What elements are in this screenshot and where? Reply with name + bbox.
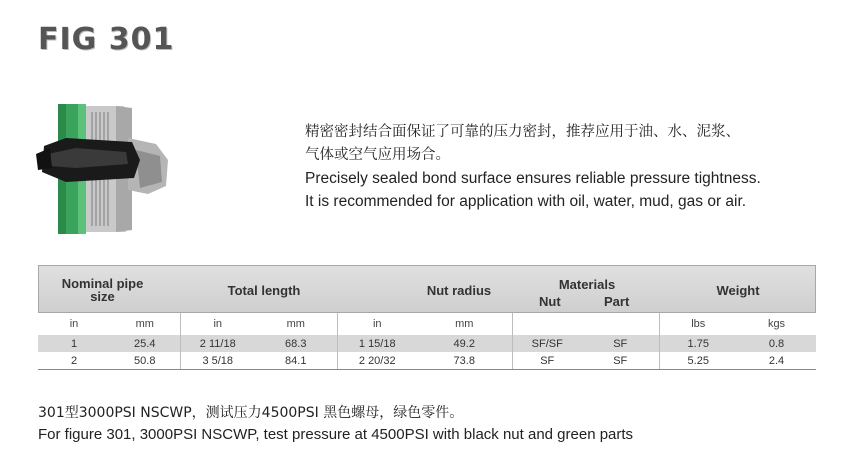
header-materials: Materials: [558, 276, 616, 292]
header-nut-radius: Nut radius: [426, 282, 492, 298]
table-row: 2 50.8 3 5/18 84.1 2 20/32 73.8 SF SF 5.25 2.4: [38, 352, 816, 370]
header-weight: Weight: [716, 282, 760, 298]
spec-table-header: [38, 265, 816, 313]
spec-table: [38, 265, 816, 370]
header-materials-part: Part: [604, 294, 630, 309]
hammer-union-image: [36, 98, 176, 240]
note-en: For figure 301, 3000PSI NSCWP, test pressure at 4500PSI with black nut and green parts: [38, 426, 634, 443]
description-en-line2: It is recommended for application with oil, water, mud, gas or air.: [305, 193, 747, 210]
table-row: 1 25.4 2 11/18 68.3 1 15/18 49.2 SF/SF SF 1.75 0.8: [38, 335, 816, 352]
description-cn-line1: 精密密封结合面保证了可靠的压力密封，推荐应用于油、水、泥浆、: [305, 124, 740, 140]
header-nominal-pipe-size: Nominal pipe size: [61, 276, 144, 304]
spec-table-body: [38, 313, 816, 370]
units-row: in mm in mm in mm lbs kgs: [38, 313, 816, 335]
header-total-length: Total length: [227, 282, 301, 298]
header-materials-nut: Nut: [539, 294, 561, 309]
figure-note: [38, 402, 633, 446]
description-en-line1: Precisely sealed bond surface ensures reliable pressure tightness.: [305, 170, 761, 187]
figure-title: FIG 301: [38, 22, 175, 57]
description-cn-line2: 气体或空气应用场合。: [305, 147, 450, 163]
product-description: [305, 121, 825, 213]
note-cn: 301型3000PSI NSCWP，测试压力4500PSI 黑色螺母，绿色零件。: [38, 405, 464, 421]
